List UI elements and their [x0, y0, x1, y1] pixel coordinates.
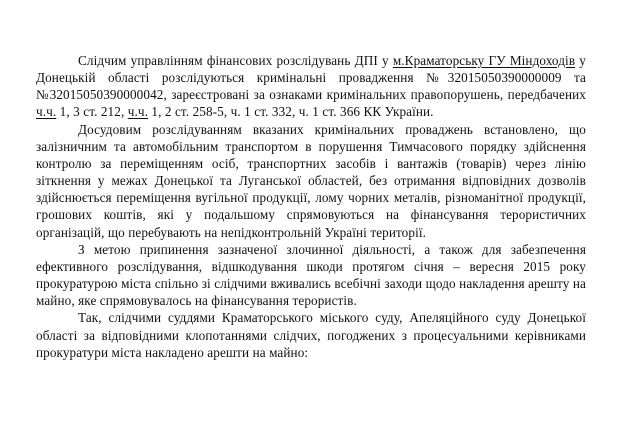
underlined-text-run: ГУ Міндоходів: [484, 53, 576, 68]
text-run: у Донецькій області розслідуються кримінальні провадження №32015050390000009 та №32015050390000042, зареєстровані за ознаками кримінальних правопорушень, передбачених: [36, 53, 587, 103]
document-body: [36, 52, 586, 361]
text-run: 1, 3 ст. 212,: [56, 104, 128, 120]
text-run: Слідчим управлінням фінансових розслідувань ДПІ у: [78, 53, 393, 68]
underlined-text-run: ч.ч.: [36, 104, 57, 120]
paragraph: [36, 121, 586, 241]
text-run: Досудовим розслідуванням вказаних кримінальних проваджень встановлено, що залізничним та автомобільним транспортом в порушення Тимчасового порядку здійснення контролю за переміщенням осіб, транспортних засобів і вантажів (товарів) через лінію зіткнення у межах Донецької та Луганської областей, без отримання відповідних дозволів здійснюється переміщення вугільної продукції, лому чорних металів, різноманітної продукції, грошових коштів, які у подальшому спрямовуються на фінансування терористичних організацій, що перебувають на непідконтрольній Україні території.: [36, 121, 586, 240]
underlined-text-run: м.Краматорську: [392, 53, 485, 68]
underlined-text-run: ч.ч.: [127, 104, 148, 120]
text-run: З метою припинення зазначеної злочинної діяльності, а також для забезпечення ефективного розслідування, відшкодування шкоди протягом січня – вересня 2015 року прокуратурою міста спільно зі слідчими вживались всебічні заходи щодо накладення арешту на майно, яке спрямовувалось на фінансування терористів.: [36, 241, 586, 309]
text-run: Так, слідчими суддями Краматорського міського суду, Апеляційного суду Донецької області за відповідними клопотаннями слідчих, погоджених з процесуальними керівниками прокуратури міста накладено арешти на майно:: [36, 310, 586, 360]
paragraph: [36, 241, 586, 310]
paragraph: [36, 309, 586, 360]
paragraph: [36, 52, 586, 121]
text-run: 1, 2 ст. 258-5, ч. 1 ст. 332, ч. 1 ст. 366 КК України.: [148, 104, 434, 120]
